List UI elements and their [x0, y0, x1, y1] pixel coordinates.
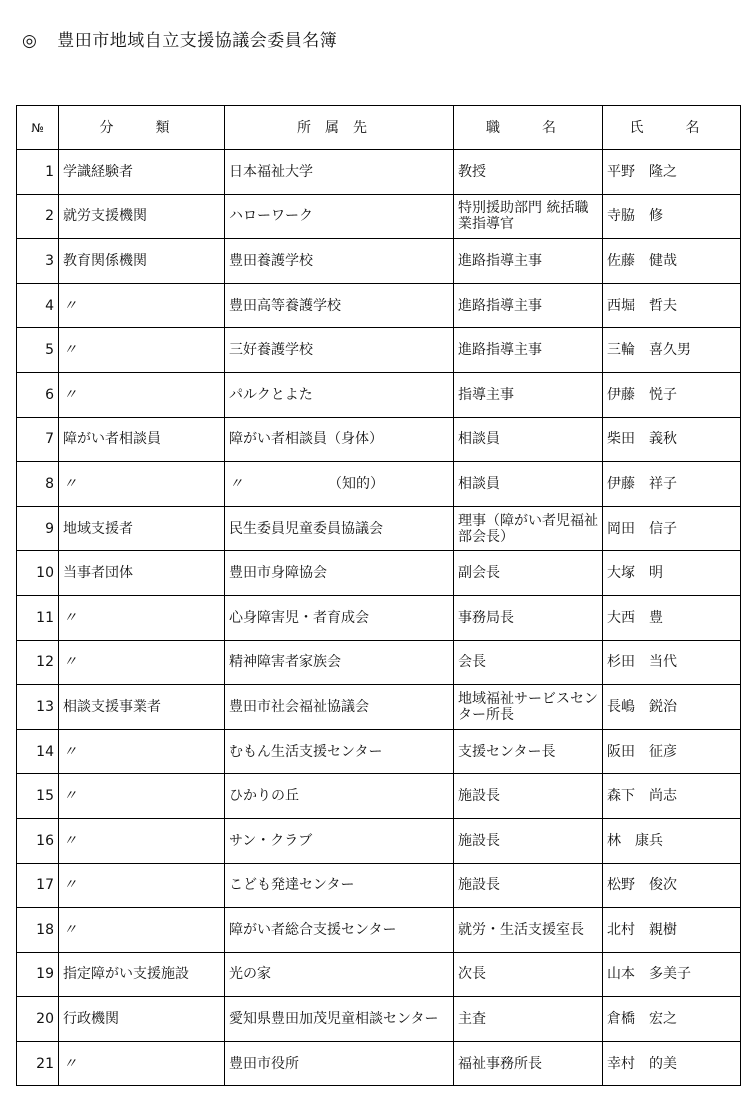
cell-category-text: 〃: [63, 1055, 78, 1072]
cell-name-text: 平野 隆之: [607, 163, 677, 180]
cell-category: [59, 908, 225, 953]
cell-category: [59, 417, 225, 462]
cell-position-text: 進路指導主事: [458, 297, 542, 314]
cell-position-text: 地域福祉サービスセンター所長: [458, 690, 598, 723]
cell-position: [454, 150, 603, 195]
cell-position: [454, 908, 603, 953]
table-row: [17, 417, 741, 462]
cell-position: [454, 506, 603, 551]
table-row: [17, 908, 741, 953]
cell-category-text: 〃: [63, 743, 78, 760]
cell-position-text: 施設長: [458, 877, 500, 894]
cell-affiliation: [225, 952, 454, 997]
cell-position-text: 主査: [458, 1011, 486, 1028]
cell-name-text: 大西 豊: [607, 609, 663, 626]
member-roster-table: [16, 105, 741, 1086]
cell-category-text: 地域支援者: [63, 520, 133, 537]
cell-affiliation: [225, 239, 454, 284]
cell-no: [17, 595, 59, 640]
cell-affiliation-text: 光の家: [229, 966, 271, 983]
cell-affiliation: [225, 595, 454, 640]
table-row: [17, 997, 741, 1042]
header-category: 分 類: [59, 106, 225, 150]
cell-no: [17, 952, 59, 997]
cell-affiliation: [225, 328, 454, 373]
cell-no: [17, 908, 59, 953]
cell-position: [454, 283, 603, 328]
cell-name-text: 松野 俊次: [607, 877, 677, 894]
cell-category-text: 行政機関: [63, 1011, 119, 1028]
cell-affiliation-text: 日本福祉大学: [229, 163, 313, 180]
cell-affiliation: [225, 640, 454, 685]
cell-no: [17, 863, 59, 908]
cell-category: [59, 952, 225, 997]
cell-category-text: 〃: [63, 654, 78, 671]
cell-position-text: 指導主事: [458, 386, 514, 403]
page-title: [22, 26, 337, 51]
cell-name: [603, 685, 741, 730]
table-row: [17, 1041, 741, 1086]
table-header-row: [17, 106, 741, 150]
cell-affiliation: [225, 1041, 454, 1086]
cell-position: [454, 685, 603, 730]
table-row: [17, 150, 741, 195]
cell-category: [59, 506, 225, 551]
cell-affiliation: [225, 194, 454, 239]
cell-name-text: 杉田 当代: [607, 654, 677, 671]
cell-no: [17, 818, 59, 863]
cell-position: [454, 1041, 603, 1086]
cell-category-text: 〃: [63, 788, 78, 805]
cell-name-text: 西堀 哲夫: [607, 297, 677, 314]
cell-name: [603, 997, 741, 1042]
cell-category-text: 〃: [63, 877, 78, 894]
cell-category: [59, 818, 225, 863]
cell-category: [59, 372, 225, 417]
cell-category-text: 就労支援機関: [63, 208, 147, 225]
cell-position: [454, 640, 603, 685]
cell-affiliation-text: 〃: [229, 475, 244, 492]
cell-affiliation-sub: （知的）: [328, 475, 384, 492]
cell-no-text: 11: [36, 609, 54, 626]
cell-position-text: 進路指導主事: [458, 252, 542, 269]
cell-no: [17, 462, 59, 507]
cell-affiliation-text: 障がい者総合支援センター: [229, 921, 397, 938]
cell-category: [59, 150, 225, 195]
cell-affiliation-text: 障がい者相談員（身体）: [229, 431, 383, 448]
cell-position: [454, 372, 603, 417]
cell-position-text: 支援センター長: [458, 743, 556, 760]
cell-no-text: 13: [36, 698, 54, 715]
cell-affiliation: [225, 283, 454, 328]
cell-affiliation-text: ハローワーク: [229, 208, 313, 225]
cell-name: [603, 506, 741, 551]
cell-name: [603, 774, 741, 819]
table-row: [17, 551, 741, 596]
cell-affiliation-text: 豊田高等養護学校: [229, 297, 341, 314]
cell-position: [454, 774, 603, 819]
cell-affiliation-text: 三好養護学校: [229, 342, 313, 359]
cell-category: [59, 194, 225, 239]
cell-name: [603, 818, 741, 863]
cell-affiliation-text: 豊田市身障協会: [229, 565, 327, 582]
cell-affiliation: [225, 462, 454, 507]
cell-name: [603, 239, 741, 284]
cell-affiliation: [225, 372, 454, 417]
cell-name-text: 阪田 征彦: [607, 743, 677, 760]
cell-position: [454, 863, 603, 908]
cell-position: [454, 417, 603, 462]
cell-position-text: 会長: [458, 654, 486, 671]
cell-no: [17, 774, 59, 819]
cell-affiliation-text: 豊田市社会福祉協議会: [229, 698, 369, 715]
cell-position-text: 相談員: [458, 431, 500, 448]
cell-position-text: 特別援助部門 統括職業指導官: [458, 200, 589, 233]
cell-name: [603, 640, 741, 685]
cell-affiliation-text: パルクとよた: [229, 386, 313, 403]
cell-category: [59, 729, 225, 774]
cell-name: [603, 952, 741, 997]
cell-position-text: 施設長: [458, 788, 500, 805]
cell-category: [59, 685, 225, 730]
cell-position: [454, 551, 603, 596]
cell-no-text: 8: [45, 475, 54, 492]
cell-affiliation: [225, 685, 454, 730]
cell-affiliation-text: 心身障害児・者育成会: [229, 609, 369, 626]
cell-position-text: 次長: [458, 966, 486, 983]
table-row: [17, 640, 741, 685]
cell-name-text: 幸村 的美: [607, 1055, 677, 1072]
cell-name-text: 柴田 義秋: [607, 431, 677, 448]
cell-category: [59, 1041, 225, 1086]
cell-no-text: 7: [45, 431, 54, 448]
title-text: 豊田市地域自立支援協議会委員名簿: [57, 31, 338, 51]
cell-affiliation: [225, 150, 454, 195]
cell-no: [17, 194, 59, 239]
cell-category-text: 〃: [63, 921, 78, 938]
title-bullet-icon: ◎: [22, 31, 38, 51]
header-no: №: [17, 106, 59, 150]
cell-position: [454, 997, 603, 1042]
cell-no-text: 12: [36, 654, 54, 671]
cell-category-text: 〃: [63, 832, 78, 849]
cell-category-text: 〃: [63, 609, 78, 626]
cell-category: [59, 462, 225, 507]
cell-affiliation: [225, 863, 454, 908]
cell-affiliation-text: こども発達センター: [229, 877, 355, 894]
cell-position: [454, 818, 603, 863]
cell-name: [603, 908, 741, 953]
cell-name: [603, 283, 741, 328]
cell-position-text: 相談員: [458, 475, 500, 492]
header-name: 氏 名: [603, 106, 741, 150]
cell-no-text: 18: [36, 921, 54, 938]
cell-name-text: 山本 多美子: [607, 966, 691, 983]
cell-name-text: 岡田 信子: [607, 520, 677, 537]
table-row: [17, 328, 741, 373]
table-row: [17, 729, 741, 774]
cell-affiliation: [225, 417, 454, 462]
cell-affiliation-text: 民生委員児童委員協議会: [229, 520, 383, 537]
cell-position-text: 副会長: [458, 565, 500, 582]
cell-affiliation-text: 精神障害者家族会: [229, 654, 341, 671]
cell-name: [603, 595, 741, 640]
cell-name: [603, 863, 741, 908]
cell-position-text: 施設長: [458, 832, 500, 849]
cell-category: [59, 774, 225, 819]
cell-category-text: 当事者団体: [63, 565, 133, 582]
cell-name-text: 寺脇 修: [607, 208, 663, 225]
cell-position: [454, 239, 603, 284]
cell-category-text: 教育関係機関: [63, 252, 147, 269]
cell-no-text: 9: [45, 520, 54, 537]
cell-category: [59, 328, 225, 373]
cell-position: [454, 595, 603, 640]
cell-position-text: 進路指導主事: [458, 342, 542, 359]
cell-affiliation: [225, 997, 454, 1042]
cell-position-text: 教授: [458, 163, 486, 180]
cell-no: [17, 283, 59, 328]
cell-name: [603, 729, 741, 774]
cell-no-text: 17: [36, 877, 54, 894]
cell-affiliation: [225, 818, 454, 863]
cell-no-text: 10: [36, 565, 54, 582]
cell-name-text: 長嶋 鋭治: [607, 698, 677, 715]
table-row: [17, 863, 741, 908]
cell-name-text: 三輪 喜久男: [607, 342, 691, 359]
table-row: [17, 506, 741, 551]
table-row: [17, 239, 741, 284]
table-row: [17, 283, 741, 328]
cell-name: [603, 150, 741, 195]
cell-affiliation-text: 豊田養護学校: [229, 252, 313, 269]
cell-category-text: 〃: [63, 297, 78, 314]
cell-category-text: 〃: [63, 342, 78, 359]
header-affiliation: 所属先: [225, 106, 454, 150]
cell-name: [603, 417, 741, 462]
cell-no-text: 15: [36, 788, 54, 805]
cell-no: [17, 328, 59, 373]
cell-name-text: 林 康兵: [607, 832, 663, 849]
cell-no-text: 3: [45, 252, 54, 269]
cell-no: [17, 417, 59, 462]
cell-affiliation-text: 豊田市役所: [229, 1055, 299, 1072]
cell-category: [59, 997, 225, 1042]
cell-affiliation-text: 愛知県豊田加茂児童相談センター: [229, 1011, 439, 1028]
cell-affiliation: [225, 729, 454, 774]
table-body: [17, 150, 741, 1086]
cell-no: [17, 150, 59, 195]
cell-no-text: 21: [36, 1055, 54, 1072]
cell-name-text: 大塚 明: [607, 565, 663, 582]
cell-no-text: 20: [36, 1011, 54, 1028]
cell-affiliation: [225, 551, 454, 596]
cell-name-text: 倉橋 宏之: [607, 1011, 677, 1028]
cell-position: [454, 952, 603, 997]
table-row: [17, 818, 741, 863]
cell-no: [17, 997, 59, 1042]
cell-no: [17, 685, 59, 730]
cell-position-text: 事務局長: [458, 609, 514, 626]
cell-name: [603, 551, 741, 596]
cell-position-text: 理事（障がい者児福祉部会長）: [458, 512, 598, 545]
cell-affiliation: [225, 774, 454, 819]
table-row: [17, 462, 741, 507]
cell-affiliation-text: サン・クラブ: [229, 832, 313, 849]
cell-category-text: 学識経験者: [63, 163, 133, 180]
cell-name: [603, 372, 741, 417]
cell-position: [454, 729, 603, 774]
cell-no-text: 5: [45, 342, 54, 359]
cell-category: [59, 595, 225, 640]
cell-no: [17, 551, 59, 596]
cell-name: [603, 1041, 741, 1086]
cell-name-text: 佐藤 健哉: [607, 252, 677, 269]
cell-category: [59, 283, 225, 328]
cell-position-text: 就労・生活支援室長: [458, 921, 584, 938]
cell-position: [454, 462, 603, 507]
cell-position: [454, 194, 603, 239]
cell-name-text: 伊藤 祥子: [607, 475, 677, 492]
cell-no-text: 6: [45, 386, 54, 403]
table-row: [17, 595, 741, 640]
cell-no-text: 1: [45, 163, 54, 180]
cell-affiliation: [225, 506, 454, 551]
cell-affiliation-text: むもん生活支援センター: [229, 743, 383, 760]
cell-no: [17, 239, 59, 284]
cell-name: [603, 328, 741, 373]
cell-no: [17, 1041, 59, 1086]
cell-category: [59, 863, 225, 908]
cell-category-text: 相談支援事業者: [63, 698, 161, 715]
cell-category: [59, 551, 225, 596]
cell-category-text: 〃: [63, 475, 78, 492]
cell-no-text: 19: [36, 966, 54, 983]
cell-name: [603, 194, 741, 239]
cell-no-text: 14: [36, 743, 54, 760]
table-row: [17, 372, 741, 417]
cell-affiliation: [225, 908, 454, 953]
cell-position: [454, 328, 603, 373]
cell-name: [603, 462, 741, 507]
table-row: [17, 774, 741, 819]
cell-no: [17, 640, 59, 685]
header-position: 職 名: [454, 106, 603, 150]
cell-category-text: 〃: [63, 386, 78, 403]
cell-no-text: 2: [45, 208, 54, 225]
cell-category-text: 指定障がい支援施設: [63, 966, 189, 983]
cell-name-text: 森下 尚志: [607, 788, 677, 805]
cell-no: [17, 729, 59, 774]
cell-no-text: 4: [45, 297, 54, 314]
cell-category: [59, 640, 225, 685]
table-row: [17, 194, 741, 239]
table-row: [17, 685, 741, 730]
cell-affiliation-text: ひかりの丘: [229, 788, 299, 805]
cell-no: [17, 372, 59, 417]
cell-category: [59, 239, 225, 284]
cell-position-text: 福祉事務所長: [458, 1055, 542, 1072]
cell-no-text: 16: [36, 832, 54, 849]
cell-name-text: 伊藤 悦子: [607, 386, 677, 403]
cell-no: [17, 506, 59, 551]
cell-name-text: 北村 親樹: [607, 921, 677, 938]
table-row: [17, 952, 741, 997]
cell-category-text: 障がい者相談員: [63, 431, 161, 448]
